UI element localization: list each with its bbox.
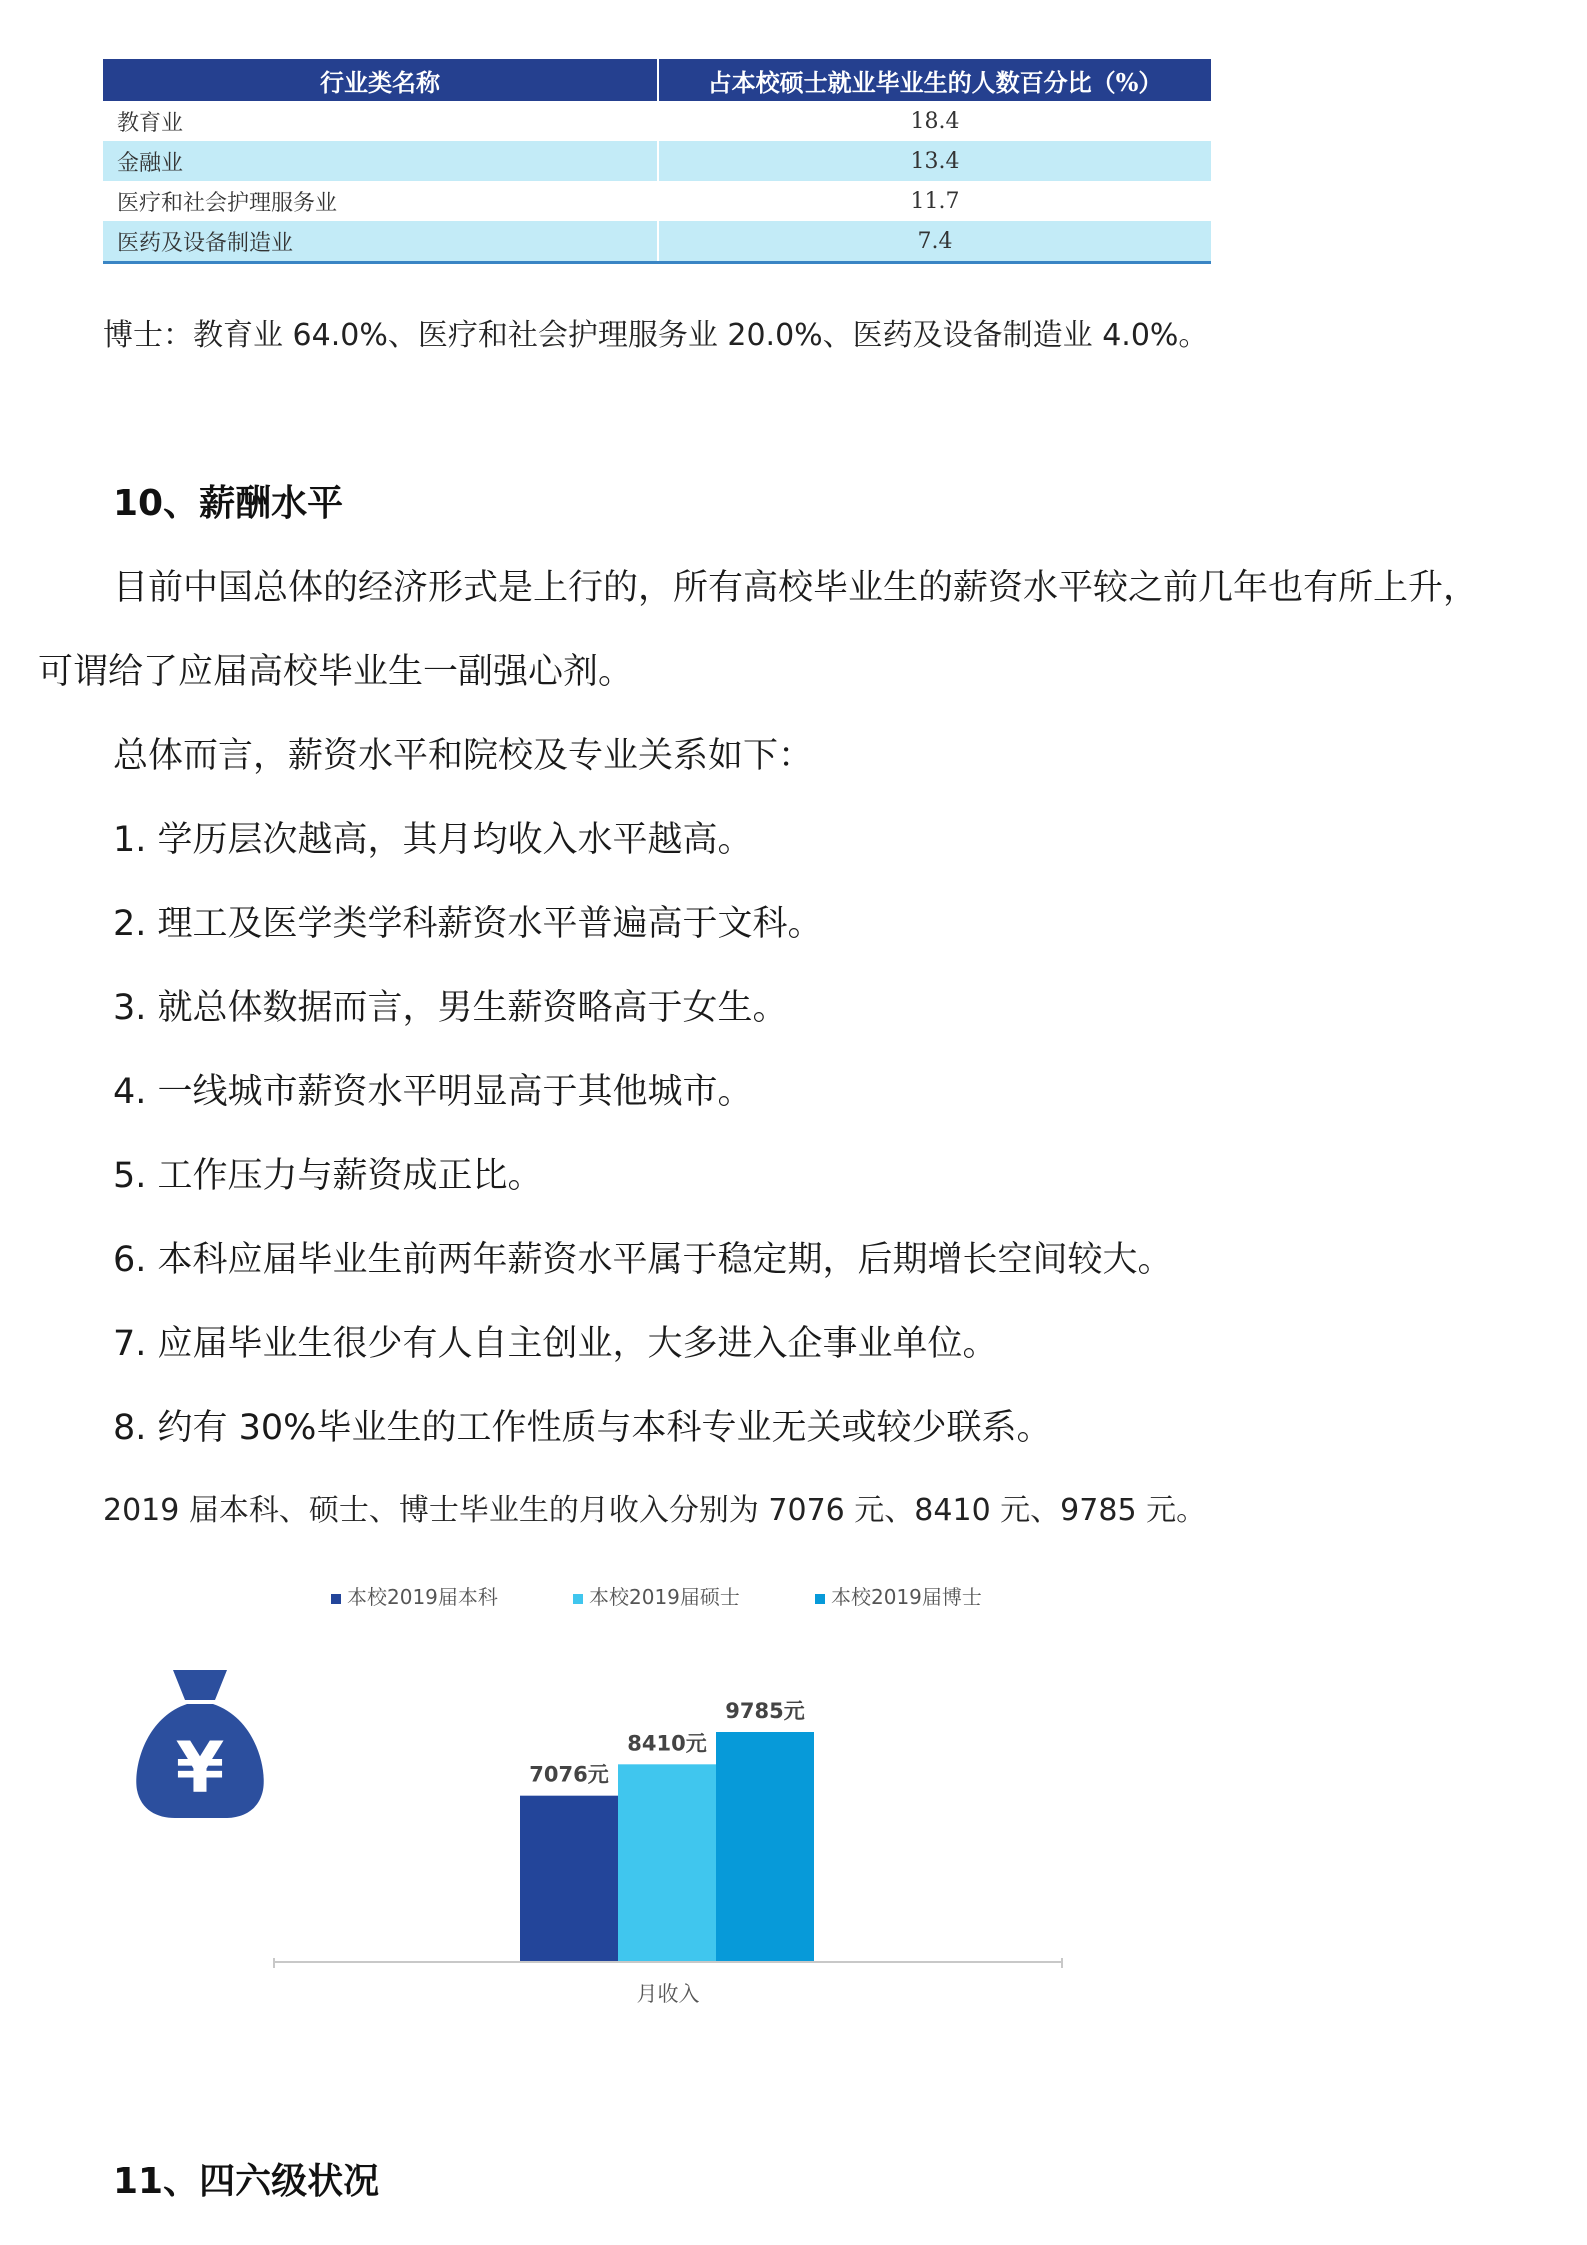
table-row (103, 221, 1211, 263)
legend-label-series-2: 本校2019届博士 (831, 1585, 982, 1609)
legend-swatch-series-1 (573, 1594, 583, 1604)
table-header-row (103, 59, 1211, 101)
point-item: 3. 就总体数据而言，男生薪资略高于女生。 (113, 988, 788, 1028)
bar-label-series-1: 8410元 (627, 1731, 707, 1756)
section10-para1-line2: 可谓给了应届高校毕业生一副强心剂。 (38, 652, 634, 692)
table-cell-value: 11.7 (658, 181, 1211, 221)
table-cell-value: 7.4 (658, 221, 1211, 263)
table-cell-name: 教育业 (117, 110, 184, 136)
bar-series-0 (520, 1796, 618, 1962)
table-cell-name: 医药及设备制造业 (103, 221, 658, 263)
table-cell-value: 13.4 (658, 141, 1211, 181)
legend-swatch-series-2 (815, 1594, 825, 1604)
doctor-note: 博士：教育业 64.0%、医疗和社会护理服务业 20.0%、医药及设备制造业 4.0%。 (103, 318, 1209, 353)
point-item: 6. 本科应届毕业生前两年薪资水平属于稳定期，后期增长空间较大。 (113, 1240, 1173, 1280)
point-item: 4. 一线城市薪资水平明显高于其他城市。 (113, 1072, 753, 1112)
section10-intro: 总体而言，薪资水平和院校及专业关系如下： (113, 736, 814, 776)
table-row (103, 141, 1211, 181)
point-item: 2. 理工及医学类学科薪资水平普遍高于文科。 (113, 904, 823, 944)
legend-label-series-1: 本校2019届硕士 (589, 1585, 740, 1609)
industry-table (103, 59, 1211, 264)
x-axis-label: 月收入 (636, 1982, 700, 2006)
table-cell-name: 金融业 (103, 141, 658, 181)
bar-label-series-0: 7076元 (529, 1762, 609, 1787)
salary-summary: 2019 届本科、硕士、博士毕业生的月收入分别为 7076 元、8410 元、9785 元。 (103, 1493, 1207, 1528)
point-item: 8. 约有 30%毕业生的工作性质与本科专业无关或较少联系。 (113, 1408, 1052, 1448)
table-header-percent: 占本校硕士就业毕业生的人数百分比（%） (658, 59, 1211, 101)
point-item: 5. 工作压力与薪资成正比。 (113, 1156, 543, 1196)
bar-series-1 (618, 1764, 716, 1962)
point-item: 7. 应届毕业生很少有人自主创业，大多进入企事业单位。 (113, 1324, 998, 1364)
table-row (103, 181, 1211, 221)
table-header-industry: 行业类名称 (103, 59, 658, 101)
table-cell-name: 医疗和社会护理服务业 (117, 190, 338, 216)
section10-para1-line1: 目前中国总体的经济形式是上行的，所有高校毕业生的薪资水平较之前几年也有所上升， (113, 568, 1479, 608)
money-bag-icon (136, 1670, 263, 1818)
section10-title: 10、薪酬水平 (113, 483, 344, 524)
legend-swatch-series-0 (331, 1594, 341, 1604)
table-cell-value: 18.4 (658, 101, 1211, 141)
money-bag-glyph: ¥ (175, 1727, 225, 1809)
chart-legend (331, 1585, 982, 1609)
section11-title: 11、四六级状况 (113, 2161, 380, 2202)
table-row (103, 101, 1211, 141)
legend-label-series-0: 本校2019届本科 (347, 1585, 498, 1609)
bar-series-2 (716, 1732, 814, 1962)
salary-chart (0, 1560, 1587, 2030)
bar-label-series-2: 9785元 (725, 1699, 805, 1723)
point-item: 1. 学历层次越高，其月均收入水平越高。 (113, 820, 753, 860)
